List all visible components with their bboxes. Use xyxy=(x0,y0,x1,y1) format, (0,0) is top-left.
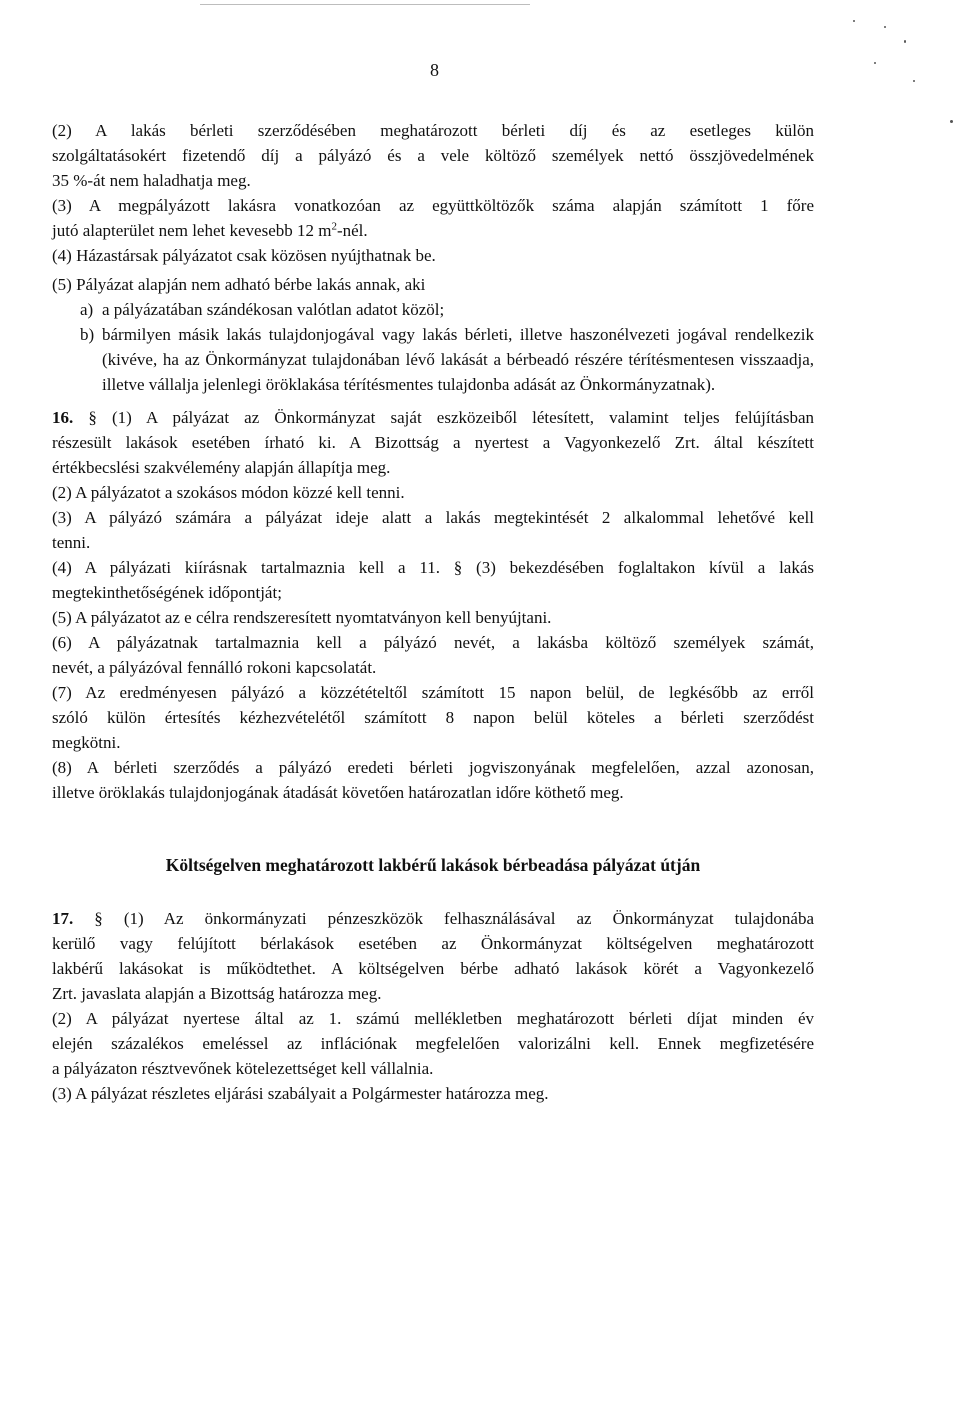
paragraph-17-2-line-2: elején százalékos emeléssel az inflációnak megfelelően valorizálni kell. Ennek megfizetésére xyxy=(52,1034,814,1053)
paragraph-16-3-line-1: (3) A pályázó számára a pályázat ideje alatt a lakás megtekintését 2 alkalommal lehetővé kell xyxy=(52,508,814,527)
paragraph-16-1-text: § (1) A pályázat az Önkormányzat saját eszközeiből létesített, valamint teljes felújításban xyxy=(88,408,815,427)
list-item-b xyxy=(80,322,814,397)
paragraph-16-4-line-1: (4) A pályázati kiírásnak tartalmaznia kell a 11. § (3) bekezdésében foglaltakon kívül a lakás xyxy=(52,558,814,577)
paragraph-17-1-line-1 xyxy=(52,906,814,931)
paragraph-15-5-intro: (5) Pályázat alapján nem adható bérbe lakás annak, aki xyxy=(52,275,426,294)
list-label-b: b) xyxy=(80,325,95,344)
paragraph-16-8-line-2: illetve öröklakás tulajdonjogának átadását követően határozatlan időre köthető meg. xyxy=(52,783,624,802)
paragraph-17-2-line-3: a pályázaton résztvevőnek kötelezettséget kell vállalnia. xyxy=(52,1059,434,1078)
paragraph-17-1-line-3: lakbérű lakásokat is működtethet. A költségelven bérbe adható lakások körét a Vagyonkezelő xyxy=(52,959,814,978)
section-number-17: 17. xyxy=(52,909,74,928)
document-body xyxy=(52,118,814,1106)
section-heading: Költségelven meghatározott lakbérű lakások bérbeadása pályázat útján xyxy=(165,855,701,875)
list-text-b: bármilyen másik lakás tulajdonjogával vagy lakás bérleti, illetve haszonélvezeti jogával rendelkezik (kivéve, ha az Önkormányzat tulajdonában lévő lakását a bérbeadó részére térítésmentesen visszaadja, illetve vállalja jelenlegi öröklakása térítésmentes tulajdonba adását az Önkormányzatnak). xyxy=(102,325,814,394)
paragraph-16-1-line-3: értékbecslési szakvélemény alapján állapítja meg. xyxy=(52,458,391,477)
paragraph-15-4: (4) Házastársak pályázatot csak közösen nyújthatnak be. xyxy=(52,246,436,265)
scan-speck xyxy=(853,20,855,22)
paragraph-16-1-line-2: részesült lakások esetében írható ki. A Bizottság a nyertest a Vagyonkezelő Zrt. által készített xyxy=(52,433,814,452)
paragraph-15-3-line-2 xyxy=(52,218,814,243)
paragraph-15-3-text-b: -nél. xyxy=(336,221,368,240)
list-item-a xyxy=(80,297,814,322)
list-text-a: a pályázatában szándékosan valótlan adatot közöl; xyxy=(102,300,445,319)
paragraph-16-4-line-2: megtekinthetőségének időpontját; xyxy=(52,583,282,602)
scan-top-line xyxy=(200,4,530,5)
paragraph-16-6-line-2: nevét, a pályázóval fennálló rokoni kapcsolatát. xyxy=(52,658,377,677)
paragraph-17-1-line-2: kerülő vagy felújított bérlakások esetében az Önkormányzat költségelven meghatározott xyxy=(52,934,814,953)
paragraph-15-2-line-3: 35 %-át nem haladhatja meg. xyxy=(52,171,251,190)
paragraph-16-3-line-2: tenni. xyxy=(52,533,91,552)
scan-speck xyxy=(950,120,953,123)
paragraph-16-7-line-3: megkötni. xyxy=(52,733,121,752)
page-number: 8 xyxy=(430,60,439,80)
scan-speck xyxy=(884,26,886,28)
scan-speck xyxy=(904,40,906,43)
paragraph-17-3: (3) A pályázat részletes eljárási szabályait a Polgármester határozza meg. xyxy=(52,1084,549,1103)
paragraph-15-3-line-1: (3) A megpályázott lakásra vonatkozóan az együttköltözők száma alapján számított 1 főre xyxy=(52,196,814,215)
section-number-16: 16. xyxy=(52,408,74,427)
paragraph-16-1-line-1 xyxy=(52,405,814,430)
paragraph-16-7-line-1: (7) Az eredményesen pályázó a közzétételtől számított 15 napon belül, de legkésőbb az erről xyxy=(52,683,814,702)
scan-speck xyxy=(874,62,876,64)
paragraph-15-3-text-a: jutó alapterület nem lehet kevesebb 12 m xyxy=(52,221,332,240)
scan-speck xyxy=(913,80,915,82)
paragraph-16-2: (2) A pályázatot a szokásos módon közzé kell tenni. xyxy=(52,483,405,502)
paragraph-15-2-line-1: (2) A lakás bérleti szerződésében meghatározott bérleti díj és az esetleges külön xyxy=(52,121,814,140)
paragraph-16-6-line-1: (6) A pályázatnak tartalmaznia kell a pályázó nevét, a lakásba költöző személyek számát, xyxy=(52,633,814,652)
list-label-a: a) xyxy=(80,300,94,319)
paragraph-16-7-line-2: szóló külön értesítés kézhezvételétől számított 8 napon belül köteles a bérleti szerződést xyxy=(52,708,814,727)
paragraph-16-5: (5) A pályázatot az e célra rendszeresített nyomtatványon kell benyújtani. xyxy=(52,608,552,627)
superscript-2: 2 xyxy=(331,220,337,233)
paragraph-16-8-line-1: (8) A bérleti szerződés a pályázó eredeti bérleti jogviszonyának megfelelően, azzal azonosan, xyxy=(52,758,814,777)
paragraph-17-1-text: § (1) Az önkormányzati pénzeszközök felhasználásával az Önkormányzat tulajdonába xyxy=(94,909,814,928)
paragraph-15-2-line-2: szolgáltatásokért fizetendő díj a pályázó és a vele költöző személyek nettó összjövedelmének xyxy=(52,146,814,165)
paragraph-17-1-line-4: Zrt. javaslata alapján a Bizottság határozza meg. xyxy=(52,984,382,1003)
paragraph-17-2-line-1: (2) A pályázat nyertese által az 1. számú mellékletben meghatározott bérleti díjat minden év xyxy=(52,1009,814,1028)
